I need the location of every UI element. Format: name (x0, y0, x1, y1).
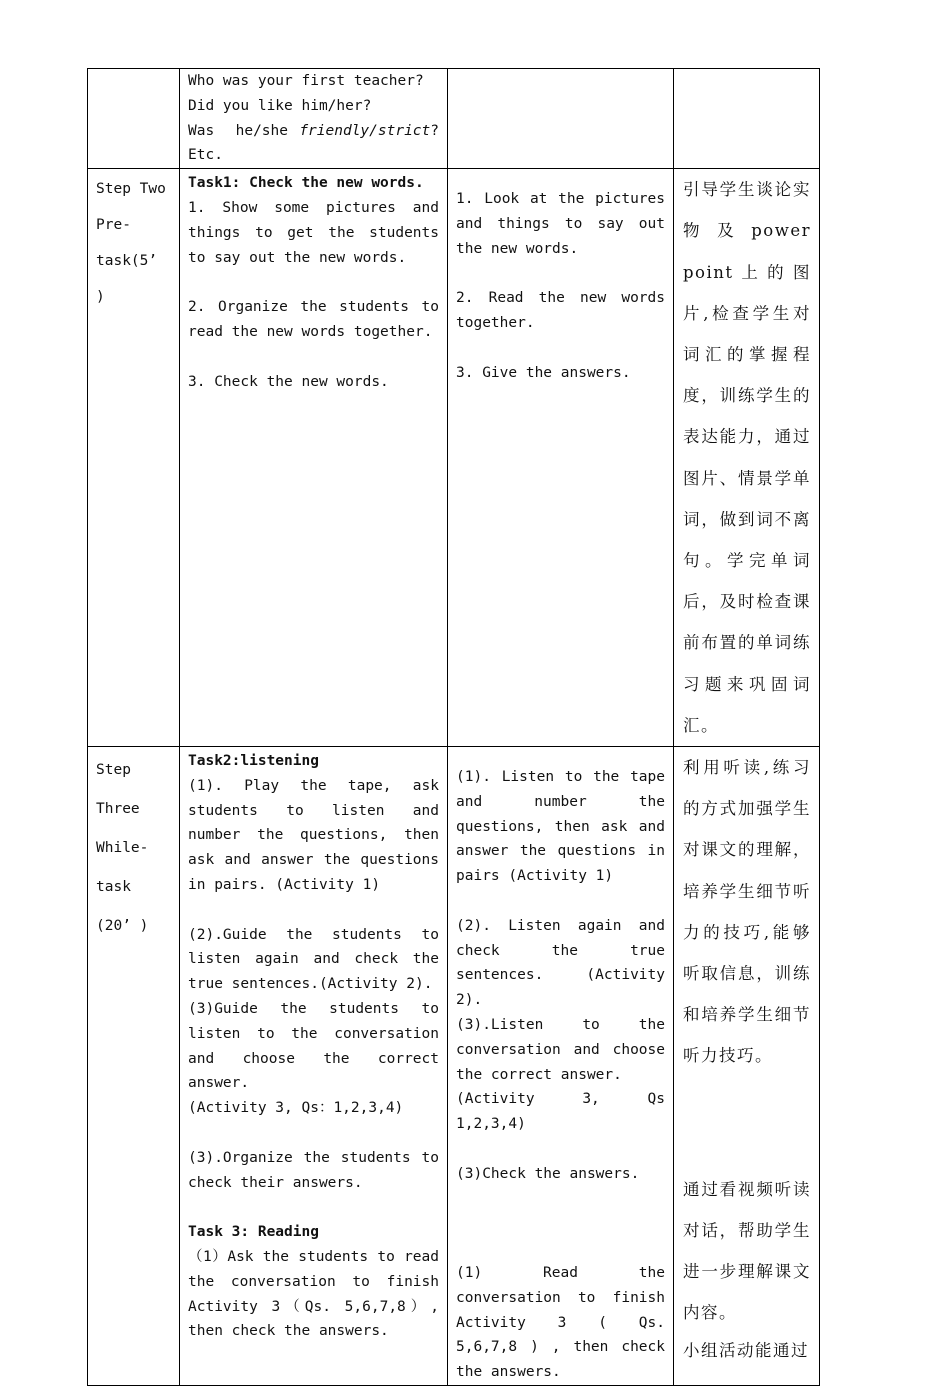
teacher-activity-cell (180, 69, 448, 169)
student-listening-3: (3).Listen to the conversation and choose the correct answer. (456, 1017, 665, 1083)
step-cell (88, 747, 180, 1386)
teacher-listening-2: (2).Guide the students to listen again and check the true sentences.(Activity 2). (188, 926, 439, 993)
teacher-activity-cell (180, 747, 448, 1386)
purpose-cell (674, 747, 820, 1386)
purpose-text-listening: 利用听读,练习的方式加强学生对课文的理解，培养学生细节听力的技巧,能够听取信息，训练和培养学生细节听力技巧。 (683, 758, 811, 1066)
purpose-text-video: 通过看视频听读对话，帮助学生进一步理解课文内容。 (683, 1179, 811, 1323)
student-step-3: 3. Give the answers. (456, 364, 631, 381)
step-cell (88, 69, 180, 169)
teacher-step-3: 3. Check the new words. (188, 373, 389, 390)
table-row (88, 69, 820, 169)
student-activity-cell (448, 69, 674, 169)
student-listening-1: (1). Listen to the tape and number the questions, then ask and answer the questions in pairs (Activity 1) (456, 769, 665, 885)
task-title: Task2:listening (188, 753, 319, 770)
task-title-reading: Task 3: Reading (188, 1224, 319, 1241)
step-label: Step Three While- task (20’ ) (96, 762, 149, 935)
student-listening-3-qs: (Activity 3, Qs 1,2,3,4) (456, 1091, 665, 1133)
step-label: Step Two Pre- task(5’ ) (96, 181, 166, 306)
teacher-step-1: 1. Show some pictures and things to get the students to say out the new words. (188, 199, 439, 266)
teacher-listening-check: (3).Organize the students to check their answers. (188, 1149, 439, 1191)
teacher-listening-3-qs: (Activity 3, Qs：1,2,3,4) (188, 1100, 404, 1117)
table-row (88, 747, 820, 1386)
table-row (88, 169, 820, 747)
student-step-1: 1. Look at the pictures and things to say out the new words. (456, 191, 665, 257)
task-title: Task1: Check the new words. (188, 175, 424, 192)
warmup-question-3: Was he/she friendly/strict? (188, 122, 439, 139)
student-reading-1: (1) Read the conversation to finish Activity 3 ( Qs. 5,6,7,8 ) , then check the answers. (456, 1264, 665, 1381)
purpose-text-group: 小组活动能通过 (683, 1341, 809, 1361)
teacher-step-2: 2. Organize the students to read the new words together. (188, 299, 439, 340)
purpose-cell (674, 169, 820, 747)
step-cell (88, 169, 180, 747)
student-step-2: 2. Read the new words together. (456, 290, 665, 332)
student-listening-2: (2). Listen again and check the true sentences. (Activity 2). (456, 917, 665, 1009)
warmup-question-2: Did you like him/her? (188, 97, 372, 114)
warmup-etc: Etc. (188, 147, 223, 164)
student-listening-check: (3)Check the answers. (456, 1165, 640, 1182)
teacher-activity-cell (180, 169, 448, 747)
teacher-listening-3: (3)Guide the students to listen to the conversation and choose the correct answer. (188, 1001, 439, 1092)
purpose-cell (674, 69, 820, 169)
student-activity-cell (448, 747, 674, 1386)
teacher-listening-1: (1). Play the tape, ask students to listen and number the questions, then ask and answer the questions in pairs. (Activity 1) (188, 777, 439, 894)
warmup-question-1: Who was your first teacher? (188, 73, 424, 89)
student-activity-cell (448, 169, 674, 747)
purpose-text: 引导学生谈论实物及power point上的图片,检查学生对词汇的掌握程度，训练学生的表达能力，通过图片、情景学单词，做到词不离句。学完单词后，及时检查课前布置的单词练习题来巩固词汇。 (683, 180, 811, 735)
teacher-reading-1: （1）Ask the students to read the conversation to finish Activity 3（Qs. 5,6,7,8）, then check the answers. (188, 1248, 439, 1340)
lesson-plan-table (87, 68, 820, 1386)
